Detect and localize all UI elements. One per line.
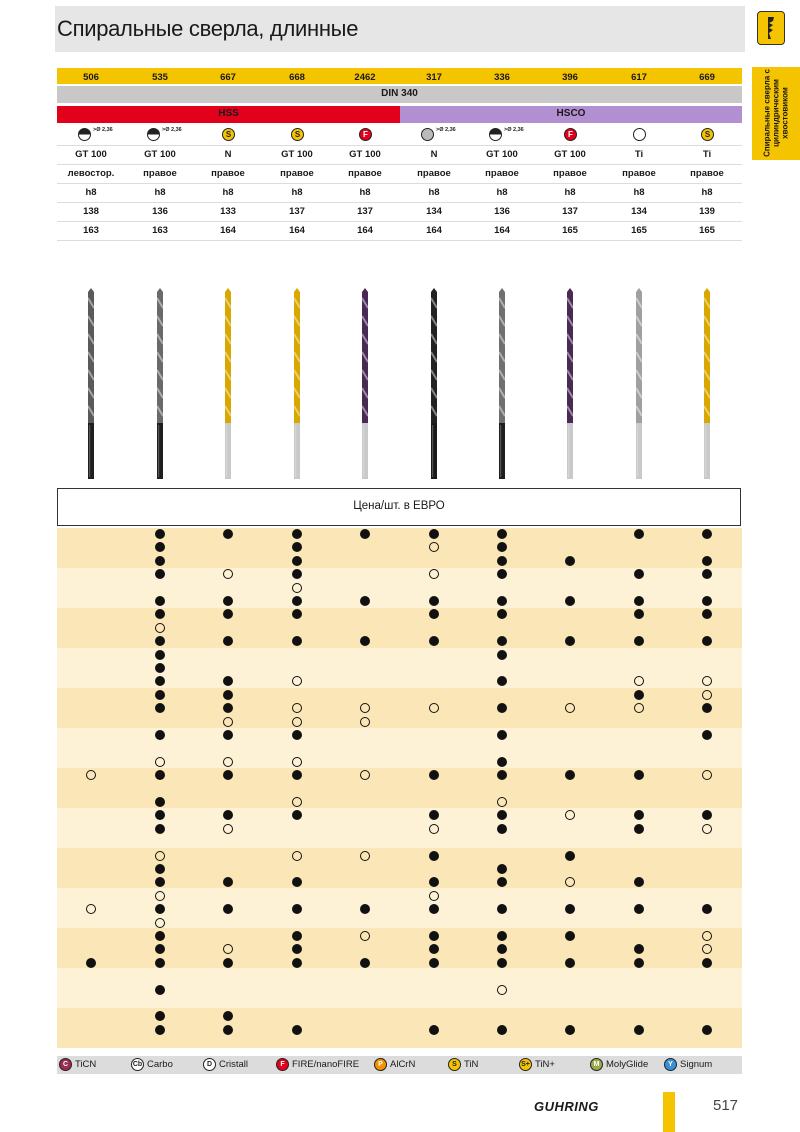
reference-a-cell: 133 xyxy=(220,206,236,217)
row-divider xyxy=(57,240,742,241)
on-request-circle xyxy=(360,931,370,941)
page-number: 517 xyxy=(713,1097,739,1114)
cutting-direction-cell: правое xyxy=(348,168,382,179)
on-request-circle xyxy=(223,717,233,727)
coating-icon xyxy=(633,128,646,141)
available-dot xyxy=(702,730,712,740)
drill-image xyxy=(85,288,97,480)
drill-image xyxy=(291,288,303,480)
drill-image xyxy=(564,288,576,480)
coating-icon xyxy=(78,128,91,141)
legend-coating-icon: Cb xyxy=(131,1058,144,1071)
tolerance-cell: h8 xyxy=(222,187,234,198)
available-dot xyxy=(429,931,439,941)
available-dot xyxy=(565,596,575,606)
tolerance-cell: h8 xyxy=(701,187,713,198)
available-dot xyxy=(223,958,233,968)
coating-icon: S xyxy=(701,128,714,141)
brand-logo: GUHRING xyxy=(534,1099,599,1114)
reference-b-cell: 164 xyxy=(494,225,510,236)
available-dot xyxy=(565,1025,575,1035)
coating-min-diameter: >Ø 2,36 xyxy=(504,127,524,133)
available-dot xyxy=(497,730,507,740)
legend-label: Carbo xyxy=(147,1059,173,1070)
tolerance-cell: h8 xyxy=(633,187,645,198)
available-dot xyxy=(634,824,644,834)
drill-category-icon xyxy=(757,11,785,45)
price-label: Цена/шт. в ЕВРО xyxy=(353,500,445,512)
reference-b-cell: 164 xyxy=(289,225,305,236)
on-request-circle xyxy=(702,824,712,834)
available-dot xyxy=(565,958,575,968)
drill-image xyxy=(222,288,234,480)
reference-a-cell: 139 xyxy=(699,206,715,217)
drill-image xyxy=(359,288,371,480)
available-dot xyxy=(634,690,644,700)
legend-label: AlCrN xyxy=(390,1059,416,1070)
on-request-circle xyxy=(155,918,165,928)
available-dot xyxy=(155,864,165,874)
legend-label: Cristall xyxy=(219,1059,249,1070)
tool-type-cell: GT 100 xyxy=(486,149,518,160)
page-title: Спиральные сверла, длинные xyxy=(57,16,359,41)
available-dot xyxy=(565,556,575,566)
on-request-circle xyxy=(702,931,712,941)
available-dot xyxy=(429,958,439,968)
legend-label: FIRE/nanoFIRE xyxy=(292,1059,360,1070)
reference-a-cell: 138 xyxy=(83,206,99,217)
available-dot xyxy=(86,958,96,968)
cutting-direction-cell: правое xyxy=(690,168,724,179)
available-dot xyxy=(497,931,507,941)
available-dot xyxy=(155,958,165,968)
article-number-cell: 317 xyxy=(426,72,442,83)
article-number-cell: 535 xyxy=(152,72,168,83)
article-number-cell: 617 xyxy=(631,72,647,83)
legend-coating-icon: Y xyxy=(664,1058,677,1071)
available-dot xyxy=(429,851,439,861)
on-request-circle xyxy=(429,891,439,901)
legend-coating-icon: C xyxy=(59,1058,72,1071)
article-number-cell: 669 xyxy=(699,72,715,83)
tool-type-cell: GT 100 xyxy=(75,149,107,160)
tool-type-cell: GT 100 xyxy=(281,149,313,160)
tool-type-cell: N xyxy=(224,149,232,160)
hsco-label: HSCO xyxy=(556,108,586,119)
reference-a-cell: 137 xyxy=(357,206,373,217)
on-request-circle xyxy=(155,891,165,901)
legend-label: TiCN xyxy=(75,1059,97,1070)
drill-image xyxy=(633,288,645,480)
available-dot xyxy=(360,958,370,968)
available-dot xyxy=(155,931,165,941)
available-dot xyxy=(497,824,507,834)
available-dot xyxy=(702,958,712,968)
reference-b-cell: 164 xyxy=(426,225,442,236)
reference-a-cell: 134 xyxy=(426,206,442,217)
available-dot xyxy=(497,958,507,968)
on-request-circle xyxy=(155,623,165,633)
drill-image xyxy=(496,288,508,480)
reference-a-cell: 137 xyxy=(562,206,578,217)
on-request-circle xyxy=(223,824,233,834)
cutting-direction-cell: правое xyxy=(417,168,451,179)
legend-coating-icon: S xyxy=(448,1058,461,1071)
article-number-cell: 506 xyxy=(83,72,99,83)
on-request-circle xyxy=(155,757,165,767)
reference-b-cell: 163 xyxy=(152,225,168,236)
row-divider xyxy=(57,183,742,184)
available-dot xyxy=(497,556,507,566)
row-divider xyxy=(57,202,742,203)
article-number-cell: 2462 xyxy=(354,72,376,83)
available-dot xyxy=(565,931,575,941)
coating-icon: F xyxy=(359,128,372,141)
coating-min-diameter: >Ø 2,36 xyxy=(93,127,113,133)
tolerance-cell: h8 xyxy=(496,187,508,198)
standard-label: DIN 340 xyxy=(381,88,418,99)
available-dot xyxy=(292,931,302,941)
available-dot xyxy=(429,1025,439,1035)
tolerance-cell: h8 xyxy=(154,187,166,198)
reference-a-cell: 136 xyxy=(152,206,168,217)
on-request-circle xyxy=(223,757,233,767)
coating-icon xyxy=(489,128,502,141)
available-dot xyxy=(155,797,165,807)
available-dot xyxy=(155,1025,165,1035)
hss-label: HSS xyxy=(218,108,239,119)
available-dot xyxy=(292,596,302,606)
reference-b-cell: 165 xyxy=(631,225,647,236)
cutting-direction-cell: правое xyxy=(485,168,519,179)
legend-coating-icon: F xyxy=(276,1058,289,1071)
available-dot xyxy=(155,690,165,700)
on-request-circle xyxy=(292,797,302,807)
available-dot xyxy=(155,663,165,673)
on-request-circle xyxy=(497,985,507,995)
available-dot xyxy=(292,958,302,968)
row-divider xyxy=(57,164,742,165)
available-dot xyxy=(702,556,712,566)
on-request-circle xyxy=(497,797,507,807)
legend-coating-icon: M xyxy=(590,1058,603,1071)
coating-icon: S xyxy=(222,128,235,141)
coating-min-diameter: >Ø 2,36 xyxy=(436,127,456,133)
tolerance-cell: h8 xyxy=(359,187,371,198)
coating-icon xyxy=(421,128,434,141)
available-dot xyxy=(565,851,575,861)
cutting-direction-cell: правое xyxy=(622,168,656,179)
on-request-circle xyxy=(292,757,302,767)
reference-a-cell: 136 xyxy=(494,206,510,217)
available-dot xyxy=(702,1025,712,1035)
reference-b-cell: 165 xyxy=(562,225,578,236)
available-dot xyxy=(429,596,439,606)
available-dot xyxy=(634,596,644,606)
available-dot xyxy=(497,757,507,767)
tool-type-cell: Ti xyxy=(634,149,644,160)
on-request-circle xyxy=(292,851,302,861)
coating-icon: S xyxy=(291,128,304,141)
tool-type-cell: Ti xyxy=(702,149,712,160)
reference-a-cell: 137 xyxy=(289,206,305,217)
cutting-direction-cell: правое xyxy=(280,168,314,179)
available-dot xyxy=(223,690,233,700)
coating-icon xyxy=(147,128,160,141)
available-dot xyxy=(155,824,165,834)
on-request-circle xyxy=(292,583,302,593)
legend-label: TiN+ xyxy=(535,1059,555,1070)
available-dot xyxy=(292,556,302,566)
row-divider xyxy=(57,145,742,146)
reference-b-cell: 163 xyxy=(83,225,99,236)
tolerance-cell: h8 xyxy=(85,187,97,198)
row-divider xyxy=(57,221,742,222)
available-dot xyxy=(634,1025,644,1035)
on-request-circle xyxy=(360,717,370,727)
available-dot xyxy=(292,1025,302,1035)
available-dot xyxy=(497,864,507,874)
side-tab-label: Спиральные сверла с цилиндрическим хвостовиком xyxy=(762,69,790,157)
drill-image xyxy=(428,288,440,480)
available-dot xyxy=(223,730,233,740)
cutting-direction-cell: правое xyxy=(143,168,177,179)
reference-a-cell: 134 xyxy=(631,206,647,217)
cutting-direction-cell: левостор. xyxy=(67,168,115,179)
legend-label: Signum xyxy=(680,1059,713,1070)
article-number-cell: 667 xyxy=(220,72,236,83)
coating-min-diameter: >Ø 2,36 xyxy=(162,127,182,133)
reference-b-cell: 165 xyxy=(699,225,715,236)
available-dot xyxy=(223,596,233,606)
available-dot xyxy=(634,529,644,539)
legend-coating-icon: P xyxy=(374,1058,387,1071)
available-dot xyxy=(223,1025,233,1035)
available-dot xyxy=(155,529,165,539)
available-dot xyxy=(155,730,165,740)
legend-label: TiN xyxy=(464,1059,479,1070)
legend-coating-icon: D xyxy=(203,1058,216,1071)
tool-type-cell: GT 100 xyxy=(144,149,176,160)
on-request-circle xyxy=(155,851,165,861)
legend-coating-icon: S+ xyxy=(519,1058,532,1071)
tool-type-cell: N xyxy=(430,149,438,160)
available-dot xyxy=(497,650,507,660)
cutting-direction-cell: правое xyxy=(553,168,587,179)
legend-label: MolyGlide xyxy=(606,1059,649,1070)
available-dot xyxy=(497,529,507,539)
tool-type-cell: GT 100 xyxy=(554,149,586,160)
on-request-circle xyxy=(360,851,370,861)
article-number-cell: 668 xyxy=(289,72,305,83)
available-dot xyxy=(155,650,165,660)
article-number-cell: 336 xyxy=(494,72,510,83)
footer-accent xyxy=(663,1092,675,1132)
available-dot xyxy=(702,529,712,539)
available-dot xyxy=(360,596,370,606)
available-dot xyxy=(155,985,165,995)
tolerance-cell: h8 xyxy=(428,187,440,198)
available-dot xyxy=(497,1025,507,1035)
available-dot xyxy=(292,529,302,539)
tolerance-cell: h8 xyxy=(564,187,576,198)
cutting-direction-cell: правое xyxy=(211,168,245,179)
coating-icon: F xyxy=(564,128,577,141)
drill-image xyxy=(154,288,166,480)
on-request-circle xyxy=(429,824,439,834)
reference-b-cell: 164 xyxy=(357,225,373,236)
on-request-circle xyxy=(702,690,712,700)
available-dot xyxy=(292,730,302,740)
on-request-circle xyxy=(292,717,302,727)
available-dot xyxy=(155,556,165,566)
available-dot xyxy=(429,529,439,539)
available-dot xyxy=(634,958,644,968)
reference-b-cell: 164 xyxy=(220,225,236,236)
available-dot xyxy=(223,529,233,539)
article-number-cell: 396 xyxy=(562,72,578,83)
available-dot xyxy=(497,596,507,606)
drill-image xyxy=(701,288,713,480)
available-dot xyxy=(702,596,712,606)
available-dot xyxy=(155,596,165,606)
tolerance-cell: h8 xyxy=(291,187,303,198)
tool-type-cell: GT 100 xyxy=(349,149,381,160)
available-dot xyxy=(360,529,370,539)
